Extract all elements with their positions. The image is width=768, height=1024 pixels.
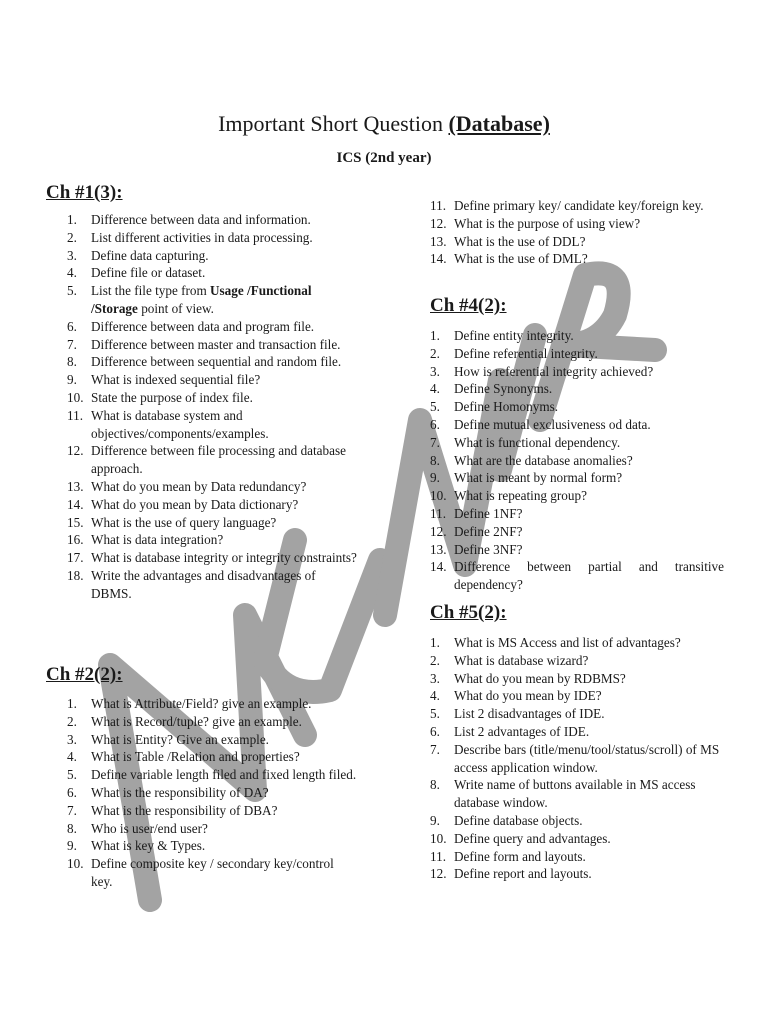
list-item: 7. What is functional dependency. [430,434,621,450]
list-item: 9. What is indexed sequential file? [67,372,261,388]
list-item: 13. What is the use of DDL? [430,233,586,249]
chapter-1-list [67,211,357,603]
list-item: 8. Who is user/end user? [67,820,208,836]
list-item: 1. What is Attribute/Field? give an example. [67,696,312,711]
title-emphasis: (Database) [448,111,550,136]
list-item: 9. Define database objects. [430,812,583,828]
list-item: 15. What is the use of query language? [67,514,277,530]
list-item: 11. Define primary key/ candidate key/foreign key. [430,198,704,213]
list-item: 7. What is the responsibility of DBA? [67,802,278,818]
list-item: 2. List different activities in data processing. [67,229,313,245]
list-item: 4. Define file or dataset. [67,265,206,281]
title-prefix: Important Short Question [218,111,449,136]
chapter-2-heading: Ch #2(2): [46,664,123,685]
list-item: 14. What do you mean by Data dictionary? [67,496,299,512]
list-item: 17. What is database integrity or integrity constraints? [67,550,357,566]
list-item: 6. What is the responsibility of DA? [67,784,269,800]
chapter-5-list [430,634,724,883]
list-item: 11. Define 1NF? [430,505,523,521]
list-item: 3. Define data capturing. [67,247,209,263]
list-item: 11. What is database system and objectives/components/examples. [67,407,269,441]
list-item: 8. Write name of buttons available in MS access database window. [430,777,696,811]
page-title [0,111,768,137]
chapter-1-heading: Ch #1(3): [46,182,123,203]
list-item: 8. Difference between sequential and random file. [67,354,342,370]
list-item: 2. What is database wizard? [430,652,589,668]
list-item: 1. Define entity integrity. [430,328,574,343]
list-item: 6. List 2 advantages of IDE. [430,723,590,739]
list-item: 6. Difference between data and program file. [67,318,315,334]
list-item: 12. Difference between file processing and database approach. [67,443,346,477]
chapter-5-heading: Ch #5(2): [430,602,507,623]
list-item: 13. Define 3NF? [430,541,523,557]
list-item: 9. What is meant by normal form? [430,470,623,486]
chapter-4-list [430,327,724,594]
list-item: 4. What is Table /Relation and properties? [67,749,300,765]
list-item: 10. State the purpose of index file. [67,389,253,405]
list-item: 6. Define mutual exclusiveness od data. [430,416,651,432]
list-item: 11. Define form and layouts. [430,848,586,864]
list-item: 9. What is key & Types. [67,838,206,854]
list-item: 4. Define Synonyms. [430,381,553,397]
list-item: 7. Describe bars (title/menu/tool/status/scroll) of MS access application window. [430,741,720,775]
list-item: 2. Define referential integrity. [430,345,598,361]
list-item: 13. What do you mean by Data redundancy? [67,478,307,494]
list-item: 10. What is repeating group? [430,488,587,504]
list-item: 12. Define 2NF? [430,523,523,539]
list-item: 5. List the file type from Usage /Functional /Storage point of view. [67,283,312,316]
list-item: 5. Define variable length filed and fixed length filed. [67,767,357,783]
chapter-2-list [67,695,357,891]
list-item: 12. Define report and layouts. [430,866,592,882]
list-item: 1. Difference between data and information. [67,212,311,227]
list-item: 1. What is MS Access and list of advantages? [430,635,681,650]
list-item: 14. What is the use of DML? [430,251,588,267]
page-subtitle: ICS (2nd year) [336,150,432,166]
list-item: 12. What is the purpose of using view? [430,215,641,231]
list-item: 5. Define Homonyms. [430,399,559,415]
list-item: 3. How is referential integrity achieved? [430,363,654,379]
list-item: 4. What do you mean by IDE? [430,688,602,704]
list-item: 10. Define query and advantages. [430,830,611,846]
list-item: 7. Difference between master and transaction file. [67,336,341,352]
list-item: 16. What is data integration? [67,532,224,548]
list-item: 14. Difference between partial and transitive dependency? [430,559,724,593]
chapter-4-heading: Ch #4(2): [430,295,507,316]
list-item: 3. What do you mean by RDBMS? [430,670,626,686]
list-item: 18. Write the advantages and disadvantages of DBMS. [67,567,316,601]
chapter-2-continued-list [430,197,730,268]
list-item: 3. What is Entity? Give an example. [67,731,269,747]
list-item: 5. List 2 disadvantages of IDE. [430,706,605,722]
list-item: 10. Define composite key / secondary key/control key. [67,856,334,889]
list-item: 8. What are the database anomalies? [430,452,633,468]
list-item: 2. What is Record/tuple? give an example. [67,713,302,729]
